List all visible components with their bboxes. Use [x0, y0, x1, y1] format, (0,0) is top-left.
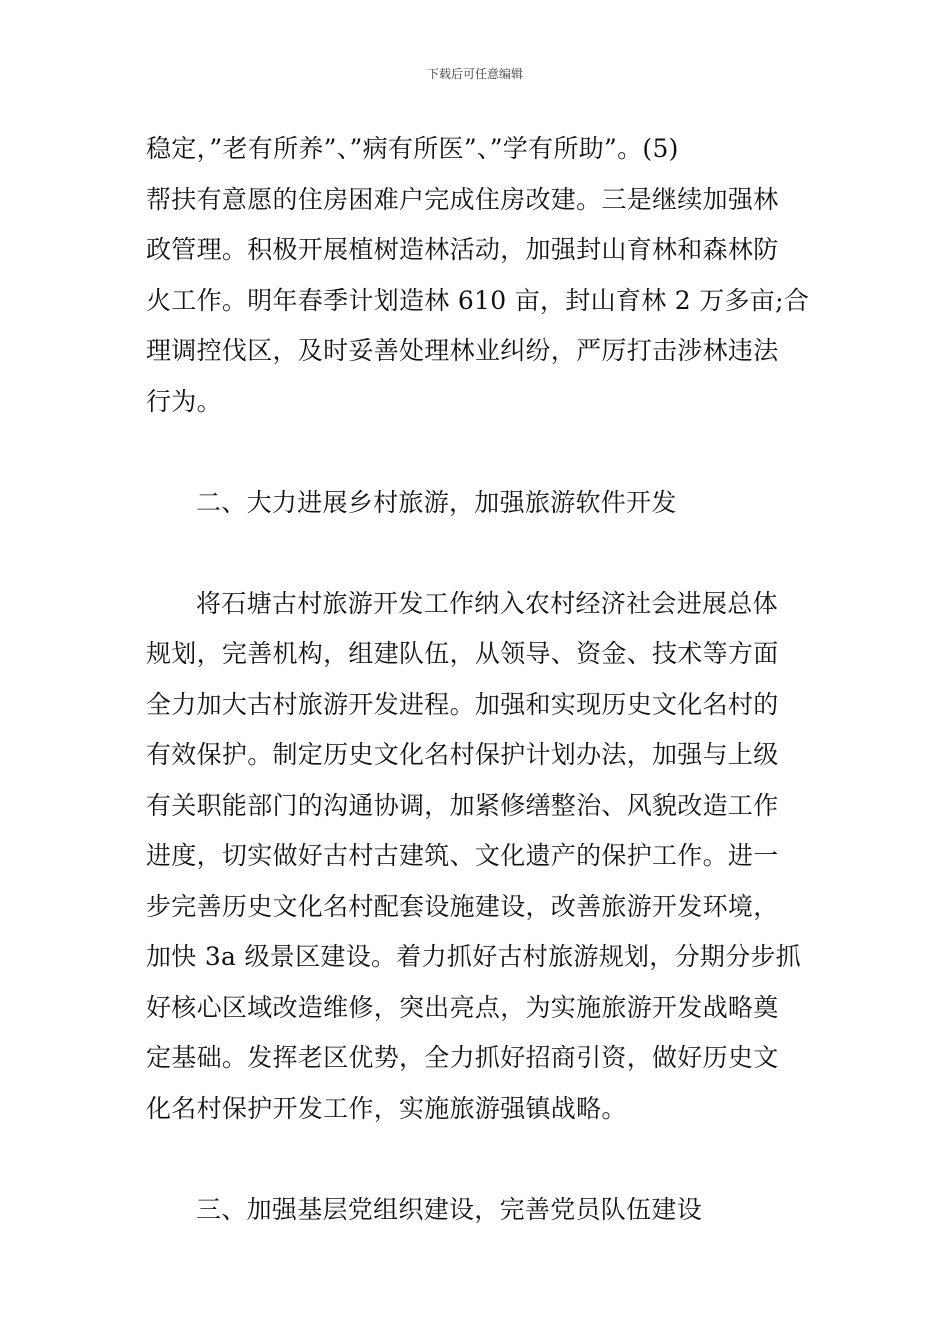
text-line: 火工作。明年春季计划造林 610 亩，封山育林 2 万多亩;合: [146, 285, 810, 315]
text-line: 好核心区域改造维修，突出亮点，为实施旅游开发战略奠: [146, 992, 779, 1022]
text-line: 进度，切实做好古村古建筑、文化遗产的保护工作。进一: [146, 841, 779, 870]
section-heading: 二、大力进展乡村旅游，加强旅游软件开发: [196, 487, 677, 517]
text-line: 全力加大古村旅游开发进程。加强和实现历史文化名村的: [146, 689, 779, 719]
text-line: 加快 3a 级景区建设。着力抓好古村旅游规划，分期分步抓: [146, 942, 802, 971]
text-line: 稳定，”老有所养”、”病有所医”、”学有所助”。(5): [146, 134, 679, 163]
document-body: [146, 124, 808, 1235]
text-line: 行为。: [146, 386, 222, 416]
text-line: 政管理。积极开展植树造林活动，加强封山育林和森林防: [146, 235, 779, 264]
text-line: 理调控伐区，及时妥善处理林业纠纷，严厉打击涉林违法: [146, 336, 779, 365]
text-line: 化名村保护开发工作，实施旅游强镇战略。: [146, 1093, 627, 1123]
paragraph-gap: [146, 427, 808, 478]
text-line: 定基础。发挥老区优势，全力抓好招商引资，做好历史文: [146, 1043, 779, 1072]
text-line: 有效保护。制定历史文化名村保护计划办法，加强与上级: [146, 740, 779, 769]
page-header: 下载后可任意编辑: [426, 67, 523, 81]
text-line: 规划，完善机构，组建队伍，从领导、资金、技术等方面: [146, 639, 779, 668]
text-line: 帮扶有意愿的住房困难户完成住房改建。三是继续加强林: [146, 184, 779, 214]
text-line: 步完善历史文化名村配套设施建设，改善旅游开发环境，: [146, 891, 779, 921]
paragraph-gap: [146, 1134, 808, 1185]
paragraph-gap: [146, 528, 808, 579]
text-line: 有关职能部门的沟通协调，加紧修缮整治、风貌改造工作: [146, 790, 779, 820]
text-line: 将石塘古村旅游开发工作纳入农村经济社会进展总体: [196, 588, 778, 618]
section-heading: 三、加强基层党组织建设，完善党员队伍建设: [196, 1194, 703, 1224]
